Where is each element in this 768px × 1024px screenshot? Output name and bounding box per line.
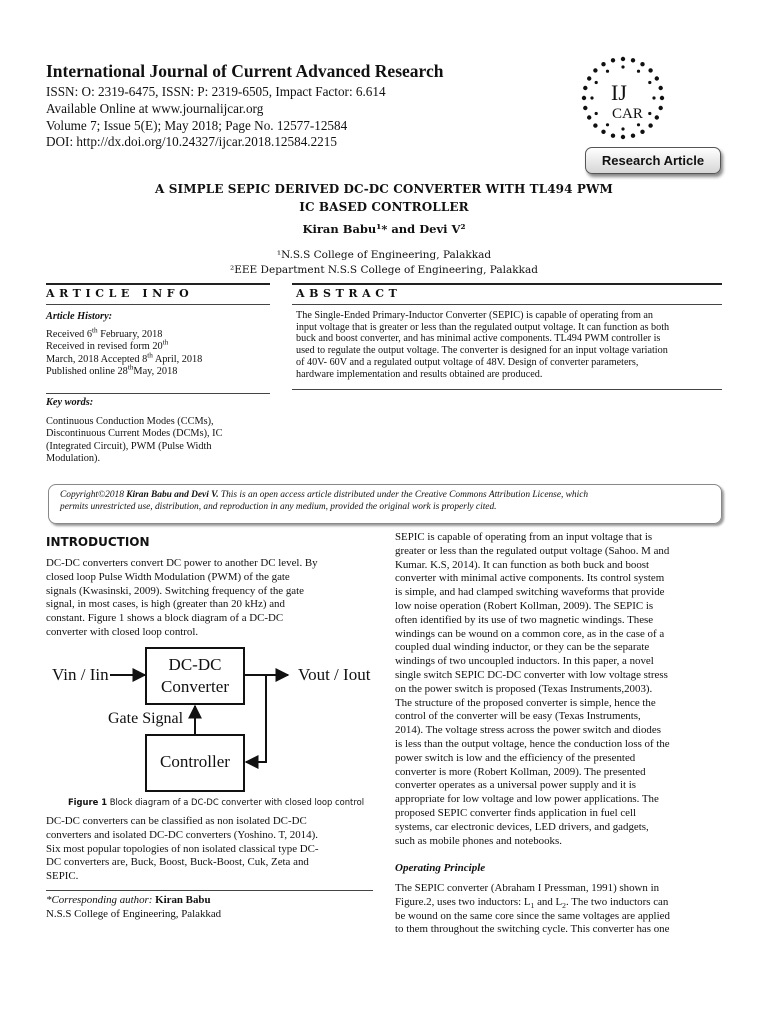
article-info-rule-mid	[46, 304, 270, 305]
abstract-line: hardware implementation and results obtained are produced.	[296, 368, 543, 380]
journal-doi: DOI: http://dx.doi.org/10.24327/ijcar.2018.12584.2215	[46, 134, 337, 149]
journal-issn: ISSN: O: 2319-6475, ISSN: P: 2319-6505, Impact Factor: 6.614	[46, 84, 386, 99]
sepic-paragraph: SEPIC is capable of operating from an input voltage that is greater or less than the regulated output voltage (Sahoo. M and Kumar. K.S, 2014). It can function as both buck and boost converter with minimal active components. Its control system is simple, and had clamped switching waveforms that provide low noise operation (Robert Kollman, 2009). The SEPIC is often identified by its use of two magnetic windings. These windings can be wound on a common core, as in the case of a coupled dual winding inductor, or they can be the separate windings of two uncoupled inductors. In this paper, a novel single switch SEPIC DC-DC converter with low voltage stress on the power switch is proposed (Texas Instruments,2003). The structure of the proposed converter is simple, hence the control of the converter will be easy (Texas Instruments, 2014). The voltage stress across the power switch and diodes is less than the output voltage, hence the conduction loss of the power switch is low and the efficiency of the presented converter is more (Robert Kollman, 2009). The presented converter operates as a universal power supply and it is appropriate for low voltage and low power applications. The proposed SEPIC converter finds application in fuel cell systems, car electronic devices, LED drivers, and gadgets, such as mobile phones and notebooks.	[395, 531, 670, 847]
output-label: Vout / Iout	[298, 665, 371, 684]
converter-label-1: DC-DC	[168, 655, 222, 674]
copyright-text: Copyright©2018 Kiran Babu and Devi V. This is an open access article distributed under the Creative Commons Attribution License, which permits unrestricted use, distribution, and reproduction in any medium, provided the original work is properly cited.	[60, 490, 589, 512]
input-label: Vin / Iin	[52, 665, 109, 684]
abstract-rule-mid	[292, 304, 722, 305]
keywords-label: Key words:	[46, 397, 94, 408]
journal-volume: Volume 7; Issue 5(E); May 2018; Page No. 12577-12584	[46, 118, 348, 133]
abstract-rule-top	[292, 283, 722, 285]
intro-paragraph-2: DC-DC converters can be classified as non isolated DC-DC converters and isolated DC-DC converters (Yoshino. T, 2014). Six most popular topologies of non isolated classical type DC- DC converters are, Buck, Boost, Buck-Boost, Cuk, Zeta and SEPIC.	[46, 815, 319, 883]
abstract-line: The Single-Ended Primary-Inductor Converter (SEPIC) is capable of operating from an	[296, 310, 654, 321]
logo-text-top: IJ	[611, 80, 627, 105]
journal-logo	[581, 56, 665, 140]
controller-label: Controller	[160, 752, 230, 771]
keywords-rule	[46, 393, 270, 394]
keyword-line: (Integrated Circuit), PWM (Pulse Width	[46, 440, 212, 452]
introduction-heading: INTRODUCTION	[46, 535, 150, 549]
logo-text-bottom: CAR	[612, 106, 643, 122]
figure-1-caption: Figure 1 Block diagram of a DC-DC converter with closed loop control	[67, 797, 365, 807]
article-history	[46, 311, 272, 379]
converter-label-2: Converter	[161, 677, 229, 696]
intro-paragraph-1: DC-DC converters convert DC power to another DC level. By closed loop Pulse Width Modulation (PWM) of the gate signals (Kwasinski, 2009). Switching frequency of the gate signal, in most cases, is high (greater than 20 kHz) and constant. Figure 1 shows a block diagram of a DC-DC converter with closed loop control.	[46, 557, 318, 638]
corresponding-author-affiliation: N.S.S College of Engineering, Palakkad	[46, 907, 222, 920]
paper-title-line1: A SIMPLE SEPIC DERIVED DC-DC CONVERTER WITH TL494 PWM	[155, 182, 613, 196]
keyword-line: Modulation).	[46, 453, 101, 465]
operating-principle-heading: Operating Principle	[395, 862, 486, 874]
journal-online: Available Online at www.journalijcar.org	[46, 101, 264, 116]
article-info-heading: ARTICLE INFO	[46, 287, 194, 300]
article-info-rule-top	[46, 283, 270, 285]
corresponding-author: *Corresponding author: Kiran Babu N.S.S College of Engineering, Palakkad	[46, 894, 373, 922]
paper-authors: Kiran Babu¹* and Devi V²	[302, 222, 466, 236]
abstract-rule-bottom	[292, 389, 722, 390]
figure-1-block-diagram	[50, 640, 380, 800]
operating-principle-paragraph: The SEPIC converter (Abraham I Pressman, 1991) shown in Figure.2, uses two inductors: $L_1$ and $L_2$. The two inductors can be wound on the same core since the same voltages are applied to them throughout the switching cycle. This converter has one	[395, 882, 670, 936]
corresponding-author-name: Kiran Babu	[155, 894, 211, 906]
footnote-rule	[46, 890, 373, 891]
gate-signal-label: Gate Signal	[108, 710, 184, 727]
copyright-holders: Kiran Babu and Devi V.	[126, 490, 219, 500]
journal-name: International Journal of Current Advanced Research	[46, 61, 444, 81]
affiliation-2: ²EEE Department N.S.S College of Engineering, Palakkad	[230, 264, 538, 276]
abstract-line: buck and boost converter, and has minimal active components. TL494 PWM controller is	[296, 333, 661, 345]
paper-title-line2: IC BASED CONTROLLER	[299, 200, 469, 214]
abstract-line: of 40V- 60V and a regulated output voltage of 48V. Design of converter parameters,	[296, 356, 639, 368]
affiliation-1: ¹N.S.S College of Engineering, Palakkad	[276, 249, 492, 261]
abstract-text	[296, 310, 726, 380]
keyword-line: Discontinuous Current Modes (DCMs), IC	[46, 428, 223, 440]
research-article-badge: Research Article	[585, 147, 721, 174]
abstract-heading: ABSTRACT	[296, 287, 402, 300]
history-accepted: March, 2018 Accepted 8th April, 2018	[46, 351, 203, 365]
history-published: Published online 28thMay, 2018	[46, 363, 178, 378]
history-received: Received 6th February, 2018	[46, 326, 163, 340]
history-revised: Received in revised form 20th	[46, 338, 169, 353]
article-history-label: Article History:	[46, 311, 113, 322]
keyword-line: Continuous Conduction Modes (CCMs),	[46, 415, 214, 427]
feedback-arrow	[246, 675, 266, 762]
abstract-line: input voltage that is greater or less than the regulated output voltage. It can function as both	[296, 321, 670, 333]
keywords-block	[46, 397, 272, 466]
abstract-line: used to regulate the output voltage. The converter is designed for an input voltage variation	[296, 345, 668, 357]
paper-title	[60, 180, 708, 216]
